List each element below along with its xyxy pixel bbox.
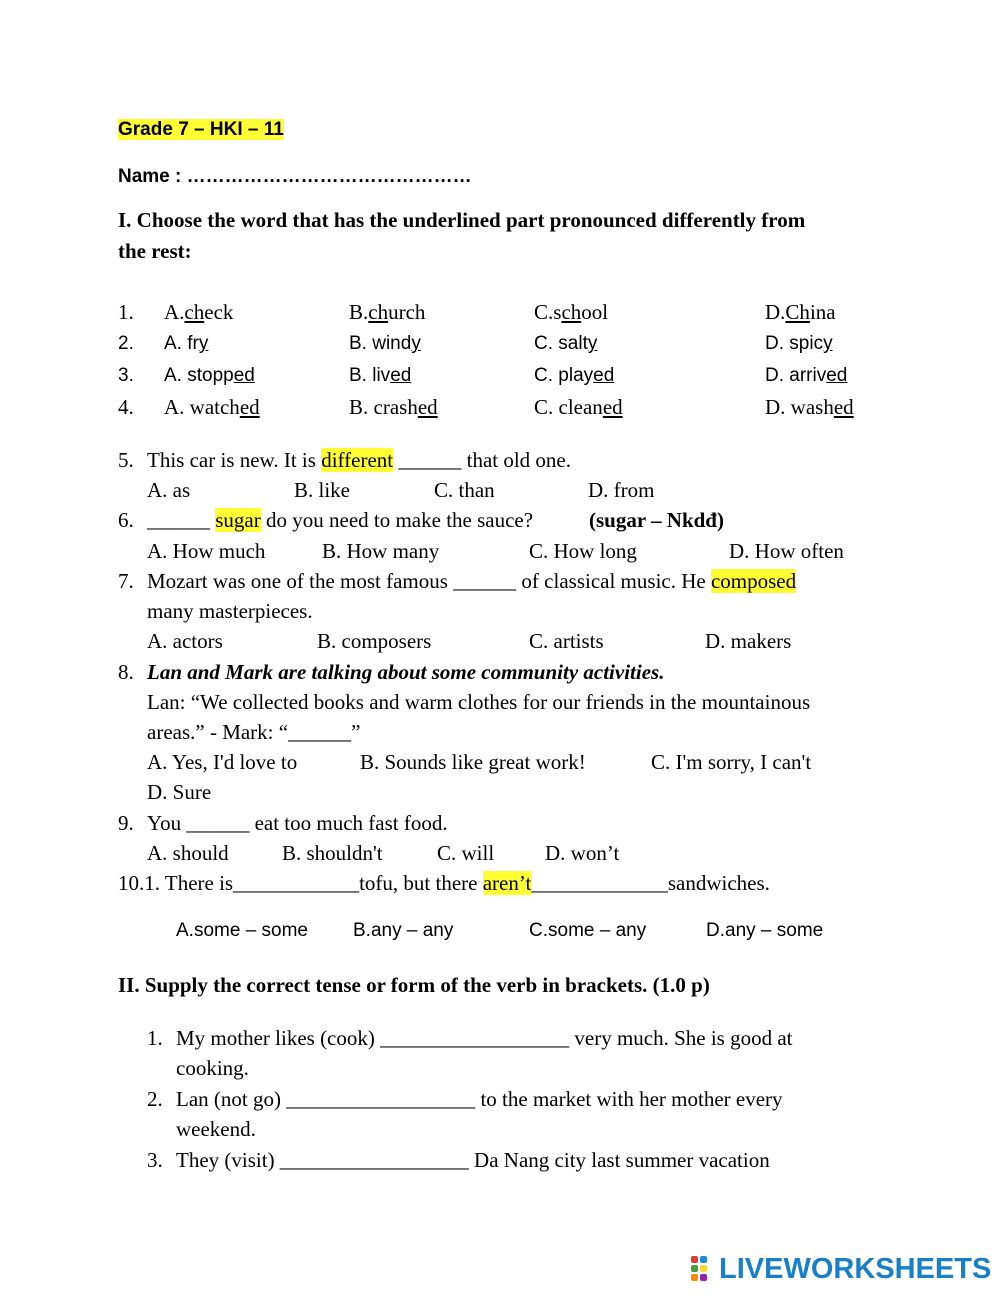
q7-option-c[interactable]: C. artists [529, 629, 604, 653]
worksheet-title: Grade 7 – HKI – 11 [118, 119, 284, 140]
q5-option-b[interactable]: B. like [294, 478, 350, 502]
q7-option-d[interactable]: D. makers [705, 629, 792, 653]
s2-item-2: Lan (not go) __________________ to the market with her mother every [176, 1087, 783, 1111]
item-number: 4. [118, 395, 134, 419]
section1-heading: I. Choose the word that has the underlined part pronounced differently from [118, 208, 806, 232]
q6-number: 6. [118, 508, 134, 532]
s2-item-number: 3. [147, 1148, 163, 1172]
q8-lead: Lan and Mark are talking about some community activities. [147, 660, 665, 684]
section2-heading: II. Supply the correct tense or form of the verb in brackets. (1.0 p) [118, 973, 710, 997]
option-2a: A. fry [164, 333, 209, 354]
name-field-label: Name : ……………………………………… [118, 166, 472, 187]
q7-stem-cont: many masterpieces. [147, 599, 313, 623]
q8-option-d[interactable]: D. Sure [147, 780, 212, 804]
q10-option-a[interactable]: A.some – some [176, 920, 308, 941]
option-1a: A.check [164, 300, 234, 324]
q5-option-d[interactable]: D. from [588, 478, 655, 502]
option-2b: B. windy [349, 333, 421, 354]
q7-option-a[interactable]: A. actors [147, 629, 223, 653]
option-4a: A. watched [164, 395, 260, 419]
q8-dialogue: Lan: “We collected books and warm clothes for our friends in the mountainous [147, 690, 811, 714]
q9-option-d[interactable]: D. won’t [545, 841, 620, 865]
liveworksheets-logo-icon [691, 1254, 717, 1284]
option-3a: A. stopped [164, 365, 255, 386]
q5-number: 5. [118, 448, 134, 472]
option-3b: B. lived [349, 365, 412, 386]
liveworksheets-logo-text: LIVEWORKSHEETS [719, 1252, 992, 1285]
option-1d: D.China [765, 300, 836, 324]
q9-number: 9. [118, 811, 134, 835]
q6-option-b[interactable]: B. How many [322, 539, 440, 563]
s2-item-number: 1. [147, 1026, 163, 1050]
q8-number: 8. [118, 660, 134, 684]
q5-stem: This car is new. It is different ______ that old one. [147, 448, 572, 472]
q5-option-a[interactable]: A. as [147, 478, 191, 502]
q7-option-b[interactable]: B. composers [317, 629, 432, 653]
q10-option-b[interactable]: B.any – any [353, 920, 454, 941]
item-number: 3. [118, 365, 134, 386]
option-1b: B.church [349, 300, 426, 324]
option-4c: C. cleaned [534, 395, 623, 419]
q9-option-c[interactable]: C. will [437, 841, 495, 865]
q9-option-b[interactable]: B. shouldn't [282, 841, 383, 865]
option-2d: D. spicy [765, 333, 833, 354]
option-4b: B. crashed [349, 395, 438, 419]
s2-item-1-cont: cooking. [176, 1056, 249, 1080]
q10-option-d[interactable]: D.any – some [706, 920, 824, 941]
q7-number: 7. [118, 569, 134, 593]
s2-item-3: They (visit) __________________ Da Nang city last summer vacation [176, 1148, 770, 1172]
q9-option-a[interactable]: A. should [147, 841, 229, 865]
q6-option-c[interactable]: C. How long [529, 539, 637, 563]
s2-item-2-cont: weekend. [176, 1117, 256, 1141]
option-3c: C. played [534, 365, 615, 386]
q10-stem: 10.1. There is____________tofu, but there aren’t_____________sandwiches. [118, 871, 770, 895]
q8-option-c[interactable]: C. I'm sorry, I can't [651, 750, 812, 774]
section1-heading-cont: the rest: [118, 239, 192, 263]
q8-dialogue-cont: areas.” - Mark: “______” [147, 720, 361, 744]
option-1c: C.school [534, 300, 609, 324]
q6-option-d[interactable]: D. How often [729, 539, 844, 563]
q6-note: (sugar – Nkdđ) [589, 508, 724, 532]
item-number: 2. [118, 333, 134, 354]
q7-stem: Mozart was one of the most famous ______ of classical music. He composed [147, 569, 797, 593]
option-4d: D. washed [765, 395, 854, 419]
q8-option-a[interactable]: A. Yes, I'd love to [147, 750, 298, 774]
q8-option-b[interactable]: B. Sounds like great work! [360, 750, 586, 774]
q6-stem: ______ sugar do you need to make the sauce? [147, 508, 534, 532]
q6-option-a[interactable]: A. How much [147, 539, 266, 563]
s2-item-number: 2. [147, 1087, 163, 1111]
q5-option-c[interactable]: C. than [434, 478, 495, 502]
option-2c: C. salty [534, 333, 598, 354]
q10-option-c[interactable]: C.some – any [529, 920, 647, 941]
item-number: 1. [118, 300, 134, 324]
liveworksheets-logo[interactable] [691, 1252, 991, 1286]
option-3d: D. arrived [765, 365, 848, 386]
q9-stem: You ______ eat too much fast food. [147, 811, 448, 835]
s2-item-1: My mother likes (cook) __________________ very much. She is good at [176, 1026, 793, 1050]
